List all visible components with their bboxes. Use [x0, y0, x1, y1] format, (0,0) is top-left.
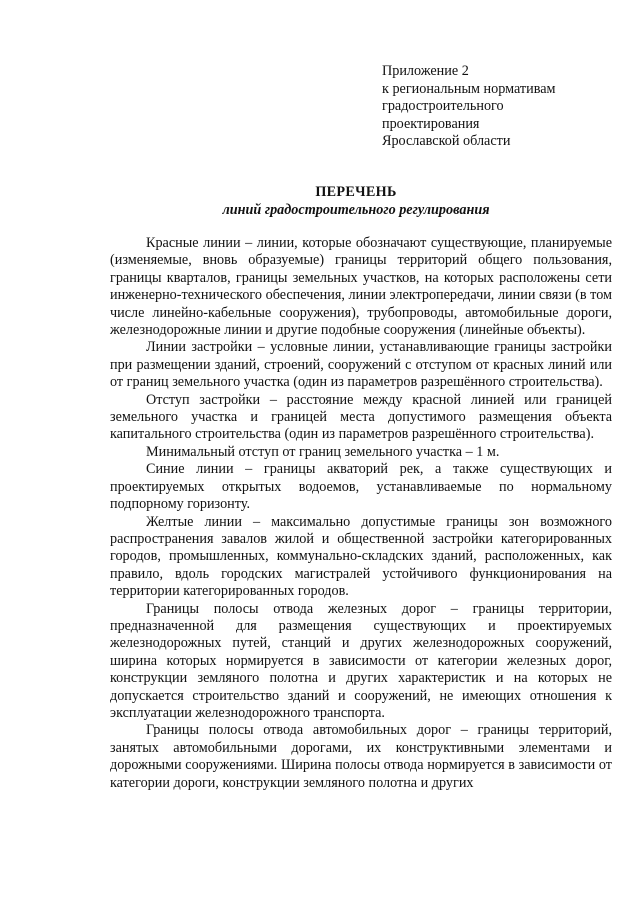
paragraph-red-lines: Красные линии – линии, которые обозначают существующие, планируемые (изменяемые, вновь образуемые) границы территорий общего пользования, границы кварталов, границы земельных участков, на которых расположены сети инженерно-технического обеспечения, линии электропередачи, линии связи (в том числе линейно-кабельные сооружения), трубопроводы, автомобильные дороги, железнодорожные линии и другие подобные сооружения (линейные объекты). — [110, 235, 612, 339]
appendix-line: Приложение 2 — [382, 63, 469, 79]
document-title: ПЕРЕЧЕНЬ — [315, 184, 397, 200]
paragraph-blue-lines: Синие линии – границы акваторий рек, а также существующих и проектируемых открытых водоемов, устанавливаемые по нормальному подпорному горизонту. — [110, 461, 612, 513]
paragraph-railway-right-of-way: Границы полосы отвода железных дорог – границы территории, предназначенной для размещения существующих и проектируемых железнодорожных путей, станций и других железнодорожных сооружений, ширина которых нормируется в зависимости от категории железных дорог, конструкции земляного полотна и других характеристик и на которых не допускается строительство зданий и сооружений, не имеющих отношения к эксплуатации железнодорожного транспорта. — [110, 600, 612, 721]
title-block — [100, 183, 612, 219]
paragraph-road-right-of-way: Границы полосы отвода автомобильных дорог – границы территорий, занятых автомобильными дорогами, их конструктивными элементами и дорожными сооружениями. Ширина полосы отвода нормируется в зависимости от категории дороги, конструкции земляного полотна и других — [110, 722, 612, 791]
appendix-line: к региональным нормативам — [382, 80, 556, 97]
paragraph-yellow-lines: Желтые линии – максимально допустимые границы зон возможного распространения завалов жилой и общественной застройки категорированных городов, промышленных, коммунально-складских зданий, расположенных, как правило, вдоль городских магистралей устойчивого функционирования на территории категорированных городов. — [110, 513, 612, 600]
appendix-line: Ярославской области — [382, 133, 511, 150]
appendix-line: проектирования — [382, 115, 480, 132]
document-body — [110, 235, 612, 792]
paragraph-building-lines: Линии застройки – условные линии, устанавливающие границы застройки при размещении зданий, строений, сооружений с отступом от красных линий или от границ земельного участка (один из параметров разрешённого строительства). — [110, 339, 612, 391]
document-subtitle: линий градостроительного регулирования — [222, 202, 490, 218]
paragraph-minimum-setback: Минимальный отступ от границ земельного участка – 1 м. — [146, 443, 500, 460]
appendix-line: градостроительного — [382, 98, 504, 115]
paragraph-setback: Отступ застройки – расстояние между красной линией или границей земельного участка и границей места допустимого размещения объекта капитального строительства (один из параметров разрешённого строительства). — [110, 391, 612, 443]
appendix-note — [382, 63, 622, 151]
